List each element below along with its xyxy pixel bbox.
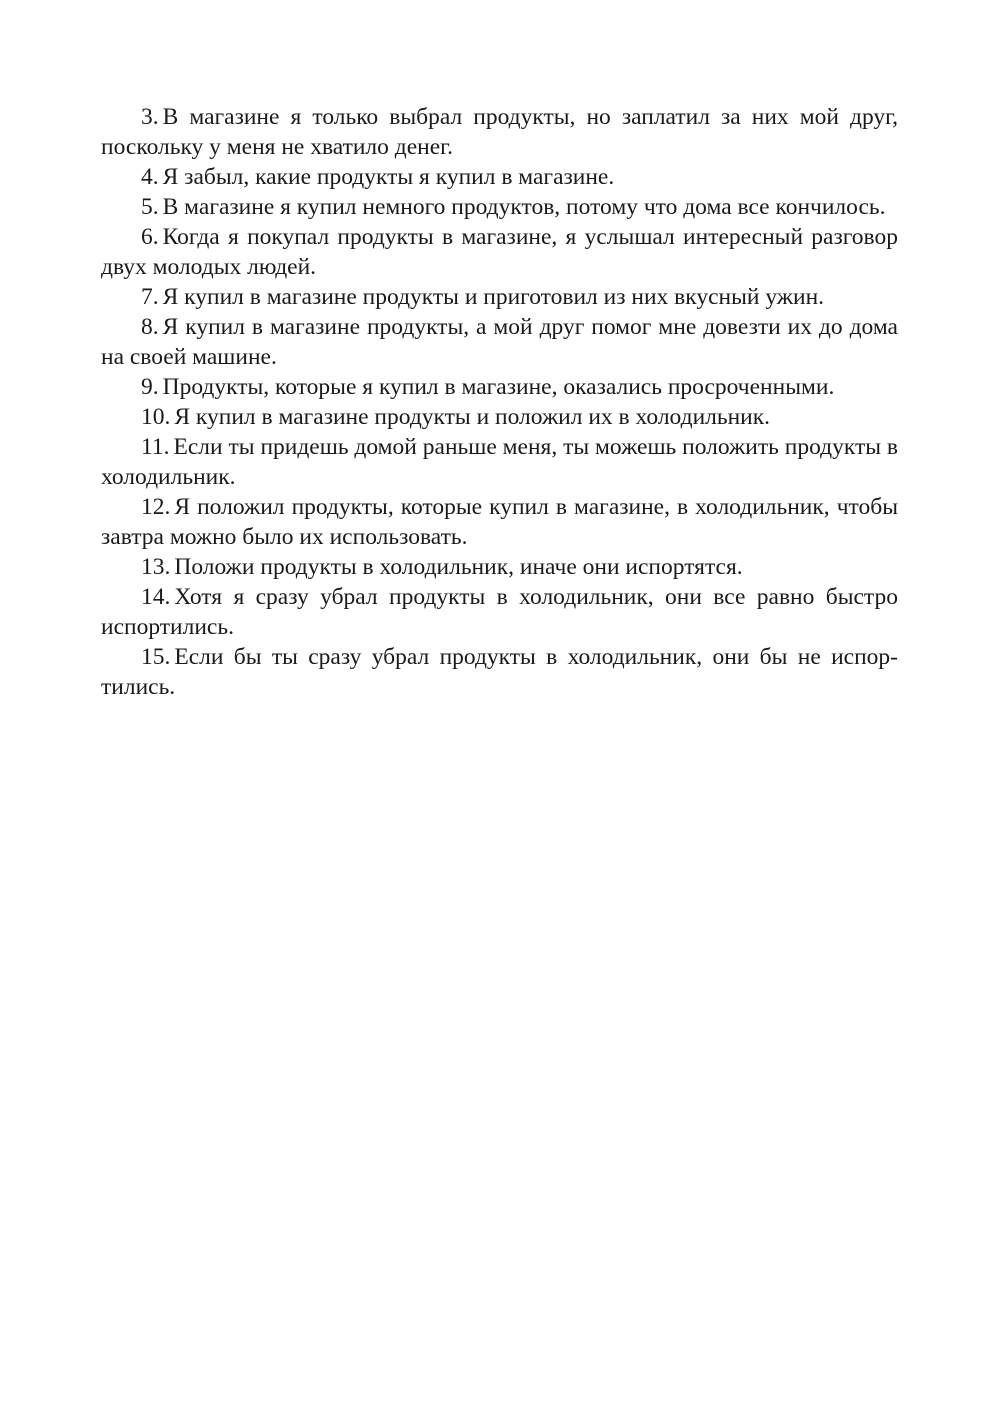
sentence-number: 15. <box>141 644 171 670</box>
sentence-item <box>101 192 898 222</box>
sentence-item <box>101 312 898 372</box>
sentence-item <box>101 102 898 162</box>
sentence-item <box>101 642 898 702</box>
sentence-text: Я положил продукты, которые купил в магазине, в холодильник, чтобы завтра можно было их использовать. <box>101 494 898 550</box>
sentence-text: Положи продукты в холодильник, иначе они испортятся. <box>174 554 743 580</box>
sentence-number: 8. <box>141 314 159 340</box>
sentence-item <box>101 162 898 192</box>
sentence-text: Продукты, которые я купил в магазине, оказались просроченными. <box>162 374 835 400</box>
sentence-number: 6. <box>141 224 159 250</box>
sentence-text: Я купил в магазине продукты и приготовил из них вкусный ужин. <box>162 284 825 310</box>
sentence-text: Хотя я сразу убрал продукты в холодильник, они все равно быстро испортились. <box>101 584 898 640</box>
sentence-number: 13. <box>141 554 171 580</box>
sentence-item <box>101 372 898 402</box>
sentence-text: В магазине я только выбрал продукты, но заплатил за них мой друг, поскольку у меня не хватило денег. <box>101 104 898 160</box>
sentence-item <box>101 402 898 432</box>
sentence-number: 10. <box>141 404 171 430</box>
sentence-number: 4. <box>141 164 159 190</box>
sentence-number: 12. <box>141 494 171 520</box>
sentence-text: В магазине я купил немного продуктов, потому что дома все кончилось. <box>162 194 886 220</box>
sentence-number: 7. <box>141 284 159 310</box>
sentence-item <box>101 282 898 312</box>
sentence-number: 5. <box>141 194 159 220</box>
sentence-number: 9. <box>141 374 159 400</box>
sentence-text: Когда я покупал продукты в магазине, я услышал интересный разговор двух молодых людей. <box>101 224 898 280</box>
sentence-number: 11. <box>141 434 170 460</box>
sentence-item <box>101 582 898 642</box>
sentence-item <box>101 552 898 582</box>
sentence-text: Если бы ты сразу убрал продукты в холодильник, они бы не испортились. <box>101 644 898 700</box>
sentence-text: Я купил в магазине продукты и положил их в холодильник. <box>174 404 771 430</box>
sentence-item <box>101 222 898 282</box>
sentence-item <box>101 492 898 552</box>
sentence-text: Если ты придешь домой раньше меня, ты можешь положить продукты в холодильник. <box>101 434 898 490</box>
sentence-number: 14. <box>141 584 171 610</box>
sentence-text: Я купил в магазине продукты, а мой друг помог мне довезти их до дома на своей машине. <box>101 314 898 370</box>
sentence-number: 3. <box>141 104 159 130</box>
sentence-list <box>101 102 898 702</box>
sentence-text: Я забыл, какие продукты я купил в магазине. <box>162 164 615 190</box>
sentence-item <box>101 432 898 492</box>
